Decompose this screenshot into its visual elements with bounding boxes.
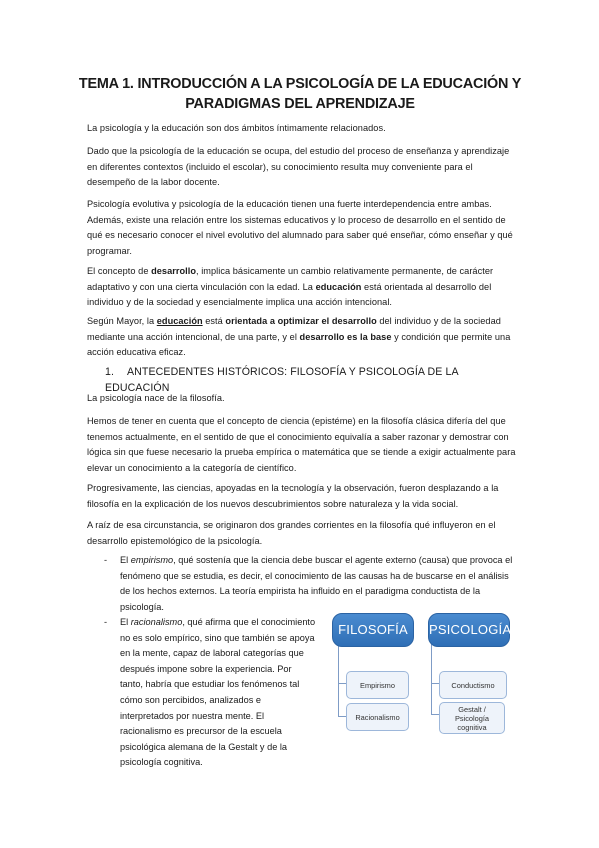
paragraph-6: La psicología nace de la filosofía. <box>87 393 225 403</box>
paragraph-2: Dado que la psicología de la educación se ocupa, del estudio del proceso de enseñanza y aprendizaje en diferentes contextos (incluido el escolar), su conocimiento resulta muy conveniente para el desempeño de la labor docente. <box>87 146 510 188</box>
section-number: 1. <box>105 366 115 378</box>
text-run: Según Mayor, la <box>87 316 157 326</box>
bullet-dash: - <box>104 555 108 565</box>
connector-line <box>338 716 346 717</box>
emphasis-optimizar: orientada a optimizar el desarrollo <box>225 316 377 326</box>
paragraph-9: A raíz de esa circunstancia, se originaron dos grandes corrientes en la filosofía qué influyeron en el desarrollo epistemológico de la psicología. <box>87 520 496 546</box>
section-title: ANTECEDENTES HISTÓRICOS: FILOSOFÍA Y PSICOLOGÍA DE LA EDUCACIÓN <box>105 366 459 394</box>
emphasis-base: desarrollo es la base <box>299 331 392 342</box>
text-run: del individuo y de la sociedad mediante una acción intencional, de una parte, y el <box>87 316 501 342</box>
text-run: , qué sostenía que la ciencia debe buscar el agente externo (causa) que provoca el fenómeno que se estudia, es decir, el conocimiento de las causas ha de buscarse en el análisis de los hechos externos. La teoría empirista ha influido en el paradigma conductista de la psicología. <box>120 555 513 612</box>
connector-line <box>338 683 346 684</box>
text-run: está orientada al desarrollo del individuo y de la sociedad y esencialmente implica una acción intencional. <box>87 281 492 308</box>
text-run: El <box>120 617 131 627</box>
bullet-dash: - <box>104 617 108 627</box>
text-run: El <box>120 555 131 565</box>
diagram-box-racionalismo: Racionalismo <box>346 703 409 731</box>
title-line-1: TEMA 1. INTRODUCCIÓN A LA PSICOLOGÍA DE LA EDUCACIÓN Y <box>78 76 522 92</box>
text-run: El concepto de <box>87 266 152 276</box>
connector-line <box>431 638 432 714</box>
term-empirismo: empirismo <box>130 555 174 565</box>
paragraph-8: Progresivamente, las ciencias, apoyadas en la tecnología y la observación, fueron desplazando a la filosofía en la explicación de los nuevos descubrimientos sobre naturaleza y la vida social. <box>87 483 499 509</box>
text-run: , qué afirma que el conocimiento no es solo empírico, sino que también se apoya en la mente, capaz de laboral categorías que después impone sobre la experiencia. Por tanto, habría que estudiar los fenómenos tal cómo son percibidos, analizados e interpretados por nuestra mente. El racionalismo es precursor de la escuela psicológica alemana de la Gestalt y de la psicología cognitiva. <box>120 617 316 768</box>
diagram-header-filosofia: FILOSOFÍA <box>332 613 414 647</box>
term-educacion-underlined: educación <box>156 316 203 326</box>
title-line-2: PARADIGMAS DEL APRENDIZAJE <box>185 96 415 112</box>
paragraph-1: La psicología y la educación son dos ámbitos íntimamente relacionados. <box>87 123 386 133</box>
paragraph-5 <box>87 314 519 361</box>
paragraph-4 <box>87 264 519 311</box>
philosophy-psychology-diagram <box>330 610 530 740</box>
diagram-box-gestalt: Gestalt / Psicología cognitiva <box>439 702 505 734</box>
connector-line <box>431 683 439 684</box>
bullet-empirismo <box>120 553 520 615</box>
connector-line <box>338 638 339 716</box>
paragraph-7: Hemos de tener en cuenta que el concepto de ciencia (epistéme) en la filosofía clásica difería del que tenemos actualmente, en el sentido de que el conocimiento equivalía a saber razonar y demostrar con lógica sin que fuese necesario la prueba empírica o matemática que se tiende a exigir actualmente para elevar un conocimiento a la categoría de científico. <box>87 416 516 473</box>
diagram-box-empirismo: Empirismo <box>346 671 409 699</box>
term-racionalismo: racionalismo <box>130 617 183 627</box>
diagram-box-conductismo: Conductismo <box>439 671 507 699</box>
paragraph-3: Psicología evolutiva y psicología de la educación tienen una fuerte interdependencia entre ambas. Además, existe una relación entre los sistemas educativos y lo proceso de desarrollo en el sentido de qué es necesario conocer el nivel evolutivo del alumnado para saber qué enseñar, cómo enseñar y qué programar. <box>87 199 513 256</box>
connector-line <box>431 714 439 715</box>
term-desarrollo: desarrollo <box>151 266 197 276</box>
text-run: está <box>202 316 226 326</box>
text-run: y condición que permite una acción educativa eficaz. <box>87 331 511 358</box>
text-run: , implica básicamente un cambio relativamente permanente, de carácter adaptativo y con una cierta vinculación con la edad. La <box>87 266 494 292</box>
term-educacion: educación <box>315 281 362 292</box>
diagram-header-psicologia: PSICOLOGÍA <box>428 613 510 647</box>
bullet-racionalismo <box>120 615 317 771</box>
document-title <box>70 74 530 114</box>
